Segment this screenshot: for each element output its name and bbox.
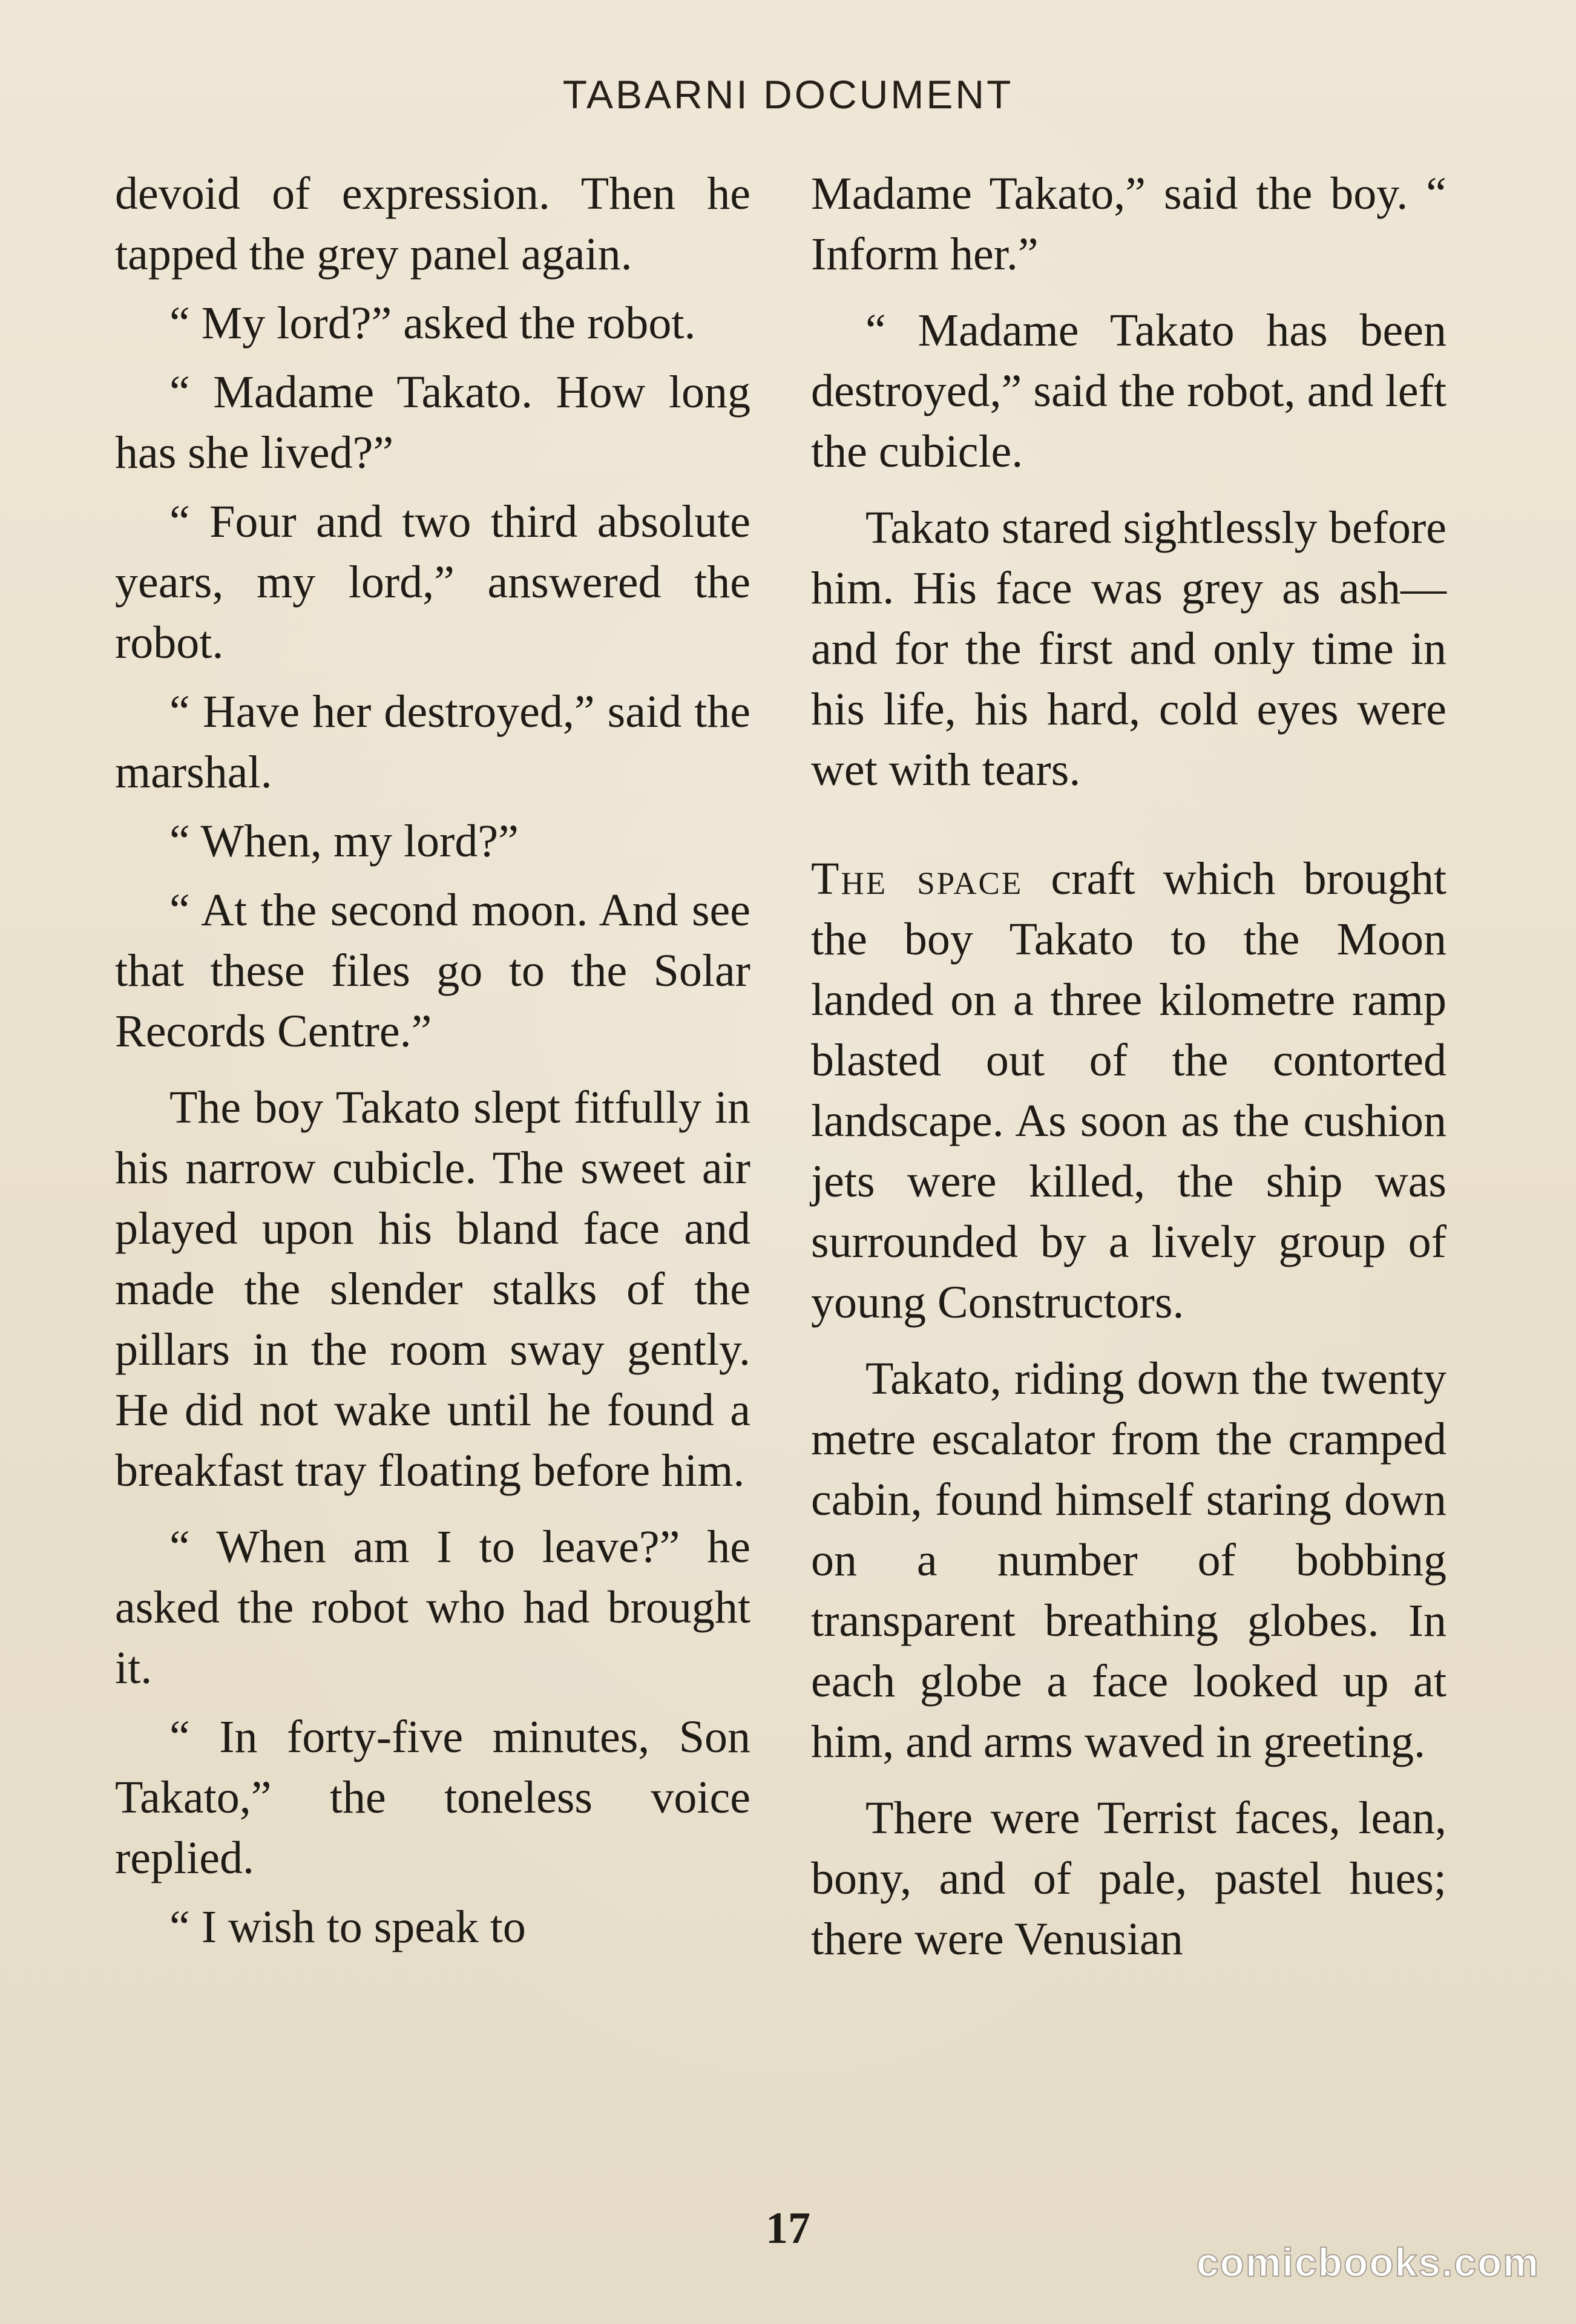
section-opening-paragraph — [811, 849, 1446, 1333]
paragraph: “ I wish to speak to — [169, 1902, 526, 1952]
page-number: 17 — [766, 2204, 810, 2253]
paragraph: devoid of expression. Then he tapped the grey panel again. — [115, 168, 750, 280]
site-watermark: comicbooks.com — [1196, 2240, 1540, 2285]
right-column — [811, 163, 1446, 1978]
paragraph: Takato stared sightlessly before him. His face was grey as ash—and for the first and only time in his life, his hard, cold eyes were wet with tears. — [811, 502, 1446, 795]
section-lead-words: The space — [811, 853, 1023, 904]
paragraph: The boy Takato slept fitfully in his narrow cubicle. The sweet air played upon his bland face and made the slender stalks of the pillars in the room sway gently. He did not wake until he found a breakfast tray floating before him. — [115, 1082, 750, 1496]
left-column — [115, 163, 750, 1966]
paragraph: Madame Takato,” said the boy. “ Inform her.” — [811, 168, 1446, 280]
paragraph: “ When am I to leave?” he asked the robot who had brought it. — [115, 1521, 750, 1693]
paragraph: “ When, my lord?” — [169, 816, 519, 867]
paragraph: “ Four and two third absolute years, my lord,” answered the robot. — [115, 496, 750, 668]
section-text: craft which brought the boy Takato to the Moon landed on a three kilometre ramp blasted out of the contorted landscape. As soon as the cushion jets were killed, the ship was surrounded by a lively group of young Constructors. — [811, 853, 1446, 1328]
paragraph: “ My lord?” asked the robot. — [169, 298, 696, 349]
paragraph: Takato, riding down the twenty metre escalator from the cramped cabin, found himself staring down on a number of bobbing transparent breathing globes. In each globe a face looked up at him, and arms waved in greeting. — [811, 1353, 1446, 1767]
running-header: TABARNI DOCUMENT — [562, 72, 1014, 117]
paragraph: “ Madame Takato has been destroyed,” said the robot, and left the cubicle. — [811, 305, 1446, 477]
paragraph: “ At the second moon. And see that these files go to the Solar Records Centre.” — [115, 885, 750, 1057]
paragraph: There were Terrist faces, lean, bony, and of pale, pastel hues; there were Venusian — [811, 1793, 1446, 1965]
paragraph: “ Have her destroyed,” said the marshal. — [115, 686, 750, 798]
paragraph: “ In forty-five minutes, Son Takato,” the toneless voice replied. — [115, 1712, 750, 1883]
paragraph: “ Madame Takato. How long has she lived?” — [115, 367, 750, 478]
